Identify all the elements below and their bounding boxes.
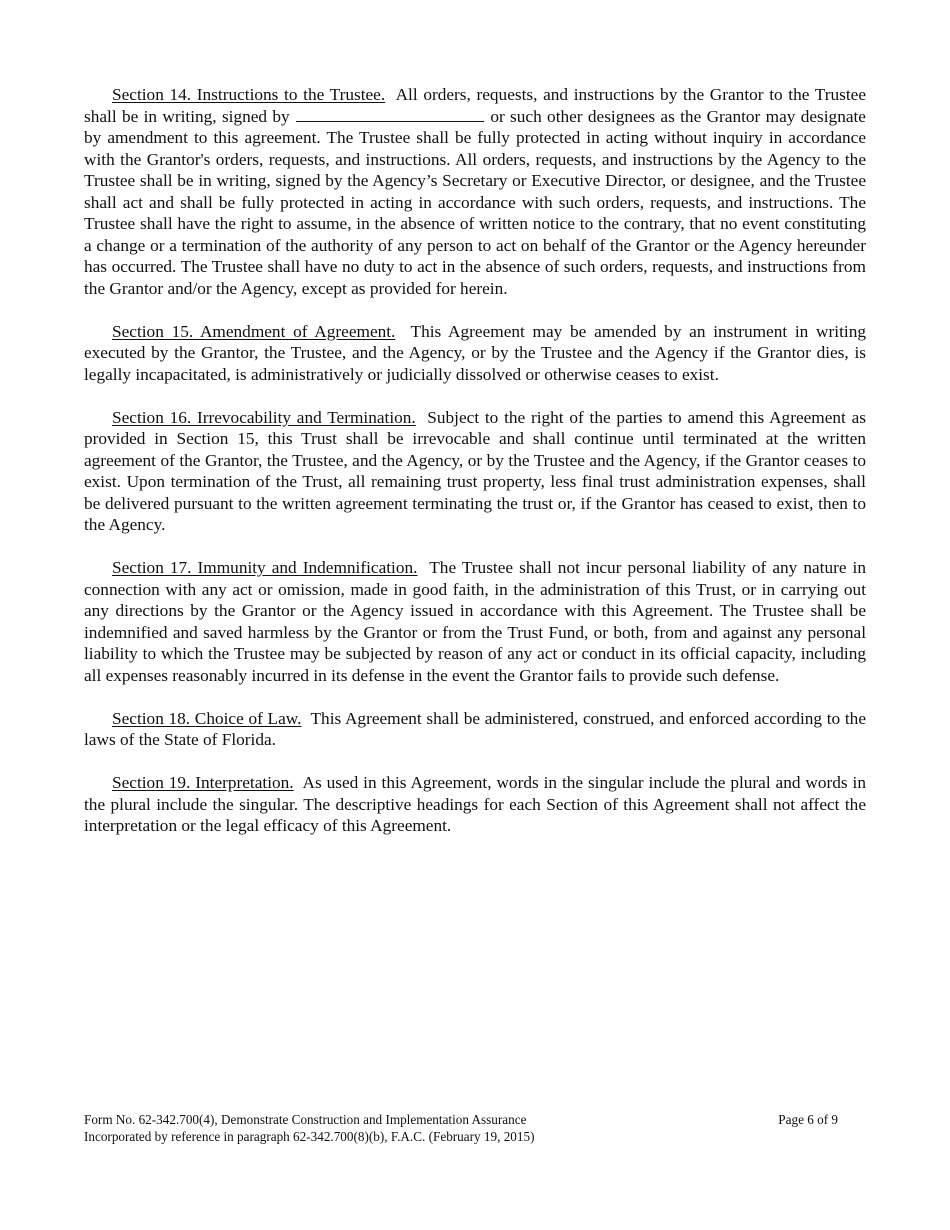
document-page	[84, 84, 866, 858]
section-17-heading: Section 17. Immunity and Indemnification.	[112, 558, 418, 577]
section-16-text: Subject to the right of the parties to amend this Agreement as provided in Section 15, this Trust shall be irrevocable and shall continue until terminated at the written agreement of the Grantor, the Trustee, and the Agency, or by the Trustee and the Agency, if the Grantor ceases to exist. Upon termination of the Trust, all remaining trust property, less final trust administration expenses, shall be delivered pursuant to the written agreement terminating the trust or, if the Grantor has ceased to exist, then to the Agency.	[84, 407, 867, 534]
section-19-heading: Section 19. Interpretation.	[112, 773, 294, 792]
section-19	[84, 772, 866, 837]
section-14-heading: Section 14. Instructions to the Trustee.	[112, 85, 386, 104]
section-18-heading: Section 18. Choice of Law.	[112, 708, 302, 728]
section-16	[84, 407, 866, 536]
section-15-text: This Agreement may be amended by an instrument in writing executed by the Grantor, the Trustee, and the Agency, or by the Trustee and the Agency if the Grantor dies, is legally incapacitated, is administratively or judicially dissolved or otherwise ceases to exist.	[84, 321, 866, 384]
footer-page-number: Page 6 of 9	[778, 1112, 838, 1127]
footer-form-line: Form No. 62-342.700(4), Demonstrate Construction and Implementation Assurance	[84, 1112, 527, 1127]
section-14-text-after-blank: or such other designees as the Grantor may designate by amendment to this agreement. The Trustee shall be fully protected in acting without inquiry in accordance with the Grantor's orders, requests, and instructions. All orders, requests, and instructions by the Agency to the Trustee shall be in writing, signed by the Agency’s Secretary or Executive Director, or designee, and the Trustee shall act and shall be fully protected in acting in accordance with such orders, requests, and instructions. The Trustee shall have the right to assume, in the absence of written notice to the contrary, that no event constituting a change or a termination of the authority of any person to act on behalf of the Grantor or the Agency hereunder has occurred. The Trustee shall have no duty to act in the absence of such orders, requests, and instructions from the Grantor and/or the Agency, except as provided for herein.	[84, 106, 866, 298]
section-16-heading: Section 16. Irrevocability and Termination.	[112, 407, 416, 427]
section-14	[84, 84, 866, 299]
section-18	[84, 708, 866, 751]
section-14-text-before-blank: All orders, requests, and instructions by the Grantor to the Trustee shall be in writing, signed by	[84, 85, 866, 126]
section-17-text: The Trustee shall not incur personal liability of any nature in connection with any act or omission, made in good faith, in the administration of this Trust, or in carrying out any directions by the Grantor or the Agency issued in accordance with this Agreement. The Trustee shall be indemnified and saved harmless by the Grantor or from the Trust Fund, or both, from and against any personal liability to which the Trustee may be subjected by reason of any act or conduct in its official capacity, including all expenses reasonably incurred in its defense in the event the Grantor fails to provide such defense.	[84, 558, 867, 685]
section-15	[84, 321, 866, 386]
page-footer	[84, 1112, 844, 1145]
section-18-text: This Agreement shall be administered, construed, and enforced according to the laws of the State of Florida.	[84, 708, 866, 749]
footer-row-incorporated	[84, 1129, 844, 1146]
footer-incorporated-line: Incorporated by reference in paragraph 62-342.700(8)(b), F.A.C. (February 19, 2015)	[84, 1128, 535, 1144]
section-15-heading: Section 15. Amendment of Agreement.	[112, 321, 396, 341]
signatory-blank-line	[296, 106, 484, 122]
footer-row-form	[84, 1112, 844, 1129]
section-17	[84, 557, 866, 686]
section-19-text: As used in this Agreement, words in the singular include the plural and words in the plural include the singular. The descriptive headings for each Section of this Agreement shall not affect the interpretation or the legal efficacy of this Agreement.	[84, 773, 866, 835]
